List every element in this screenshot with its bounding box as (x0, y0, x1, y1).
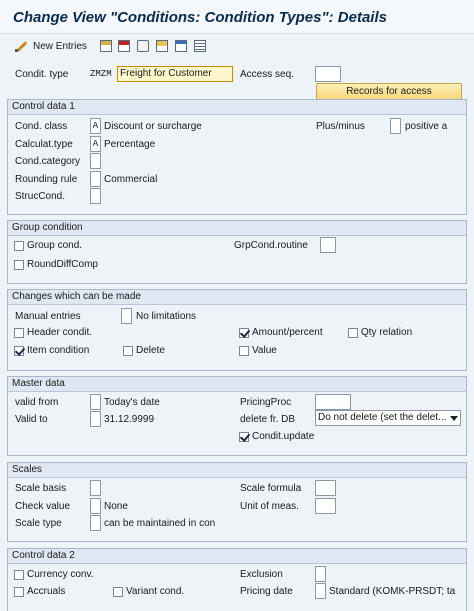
pencil-icon (15, 40, 27, 52)
exclusion-label: Exclusion (240, 569, 283, 580)
pricing-date-label: Pricing date (240, 586, 293, 597)
condit-type-description-field[interactable]: Freight for Customer (117, 66, 233, 82)
pricing-date-value: Standard (KOMK-PRSDT; ta (329, 586, 456, 597)
delete-db-select[interactable] (315, 410, 461, 426)
dropdown-arrow-icon (450, 416, 458, 421)
header-condit-label: Header condit. (27, 327, 93, 338)
currency-conv-checkbox[interactable] (14, 570, 24, 580)
access-seq-label: Access seq. (240, 69, 294, 80)
header-condit-checkbox[interactable] (14, 328, 24, 338)
variant-cond-label: Variant cond. (126, 586, 185, 597)
new-entries-button[interactable] (15, 38, 87, 54)
cond-class-label: Cond. class (15, 121, 68, 132)
round-diff-label: RoundDiffComp (27, 259, 98, 270)
item-condition-label: Item condition (27, 345, 90, 356)
plus-minus-field[interactable] (390, 118, 401, 134)
valid-from-value: Today's date (104, 397, 160, 408)
delete-icon (118, 40, 130, 52)
scale-type-field[interactable] (90, 515, 101, 531)
window-title: Change View "Conditions: Condition Types": Details (13, 9, 387, 26)
accruals-label: Accruals (27, 586, 66, 597)
delete-checkbox[interactable] (123, 346, 133, 356)
value-checkbox[interactable] (239, 346, 249, 356)
calc-type-value: Percentage (104, 139, 156, 150)
cond-category-field[interactable] (90, 153, 101, 169)
rounding-rule-label: Rounding rule (15, 174, 78, 185)
calc-type-label: Calculat.type (15, 139, 73, 150)
scales-group (7, 462, 467, 542)
calc-type-field[interactable]: A (90, 136, 101, 152)
amount-percent-checkbox[interactable] (239, 328, 249, 338)
previous-icon (156, 40, 168, 52)
group-condition-header: Group condition (8, 221, 466, 236)
scale-type-value: can be maintained in con (104, 518, 216, 529)
condit-type-code: ZMZM (90, 69, 112, 79)
manual-entries-label: Manual entries (15, 311, 81, 322)
control-data-1-header: Control data 1 (8, 100, 466, 115)
cond-class-field[interactable]: A (90, 118, 101, 134)
unit-of-measure-label: Unit of meas. (240, 501, 299, 512)
list-icon (194, 40, 206, 52)
control-data-2-header: Control data 2 (8, 549, 466, 564)
valid-from-label: valid from (15, 397, 59, 408)
cond-class-value: Discount or surcharge (104, 121, 202, 132)
pricing-proc-field[interactable] (315, 394, 351, 410)
valid-to-field[interactable] (90, 411, 101, 427)
item-condition-checkbox[interactable] (14, 346, 24, 356)
accruals-checkbox[interactable] (14, 587, 24, 597)
condit-type-label: Condit. type (15, 69, 69, 80)
next-icon (175, 40, 187, 52)
copy-button[interactable] (100, 38, 112, 54)
exclusion-field[interactable] (315, 566, 326, 582)
check-value-value: None (104, 501, 128, 512)
check-value-label: Check value (15, 501, 71, 512)
pricing-proc-label: PricingProc (240, 397, 292, 408)
valid-from-field[interactable] (90, 394, 101, 410)
currency-conv-label: Currency conv. (27, 569, 94, 580)
list-button[interactable] (194, 38, 206, 54)
condit-update-label: Condit.update (252, 431, 315, 442)
delete-db-label: delete fr. DB (240, 414, 296, 425)
variant-cond-checkbox[interactable] (113, 587, 123, 597)
undo-icon (137, 40, 149, 52)
delete-label: Delete (136, 345, 165, 356)
manual-entries-field[interactable] (121, 308, 132, 324)
round-diff-checkbox[interactable] (14, 260, 24, 270)
qty-relation-checkbox[interactable] (348, 328, 358, 338)
previous-entry-button[interactable] (156, 38, 168, 54)
qty-relation-label: Qty relation (361, 327, 413, 338)
delete-button[interactable] (118, 38, 130, 54)
undo-button[interactable] (137, 38, 149, 54)
scale-type-label: Scale type (15, 518, 62, 529)
grp-routine-field[interactable] (320, 237, 336, 253)
new-entries-label: New Entries (33, 40, 87, 52)
rounding-rule-value: Commercial (104, 174, 158, 185)
records-for-access-button[interactable]: Records for access (316, 83, 462, 100)
master-data-header: Master data (8, 377, 466, 392)
group-cond-checkbox[interactable] (14, 241, 24, 251)
amount-percent-label: Amount/percent (252, 327, 323, 338)
title-bar (0, 0, 474, 34)
group-condition-group (7, 220, 467, 284)
changes-header: Changes which can be made (8, 290, 466, 305)
rounding-rule-field[interactable] (90, 171, 101, 187)
toolbar (0, 35, 474, 57)
scale-formula-label: Scale formula (240, 483, 302, 494)
condit-update-checkbox[interactable] (239, 432, 249, 442)
check-value-field[interactable] (90, 498, 101, 514)
group-cond-label: Group cond. (27, 240, 83, 251)
copy-icon (100, 40, 112, 52)
cond-category-label: Cond.category (15, 156, 81, 167)
scale-basis-field[interactable] (90, 480, 101, 496)
value-label: Value (252, 345, 277, 356)
manual-entries-value: No limitations (136, 311, 197, 322)
plus-minus-label: Plus/minus (316, 121, 365, 132)
struc-cond-field[interactable] (90, 188, 101, 204)
unit-of-measure-field[interactable] (315, 498, 336, 514)
valid-to-value: 31.12.9999 (104, 414, 155, 425)
struc-cond-label: StrucCond. (15, 191, 66, 202)
plus-minus-value: positive a (405, 121, 448, 132)
valid-to-label: Valid to (15, 414, 48, 425)
scale-basis-label: Scale basis (15, 483, 67, 494)
scale-formula-field[interactable] (315, 480, 336, 496)
pricing-date-field[interactable] (315, 583, 326, 599)
scales-header: Scales (8, 463, 466, 478)
grp-routine-label: GrpCond.routine (234, 240, 308, 251)
delete-db-value: Do not delete (set the delet... (318, 412, 447, 423)
next-entry-button[interactable] (175, 38, 187, 54)
access-seq-field[interactable] (315, 66, 341, 82)
